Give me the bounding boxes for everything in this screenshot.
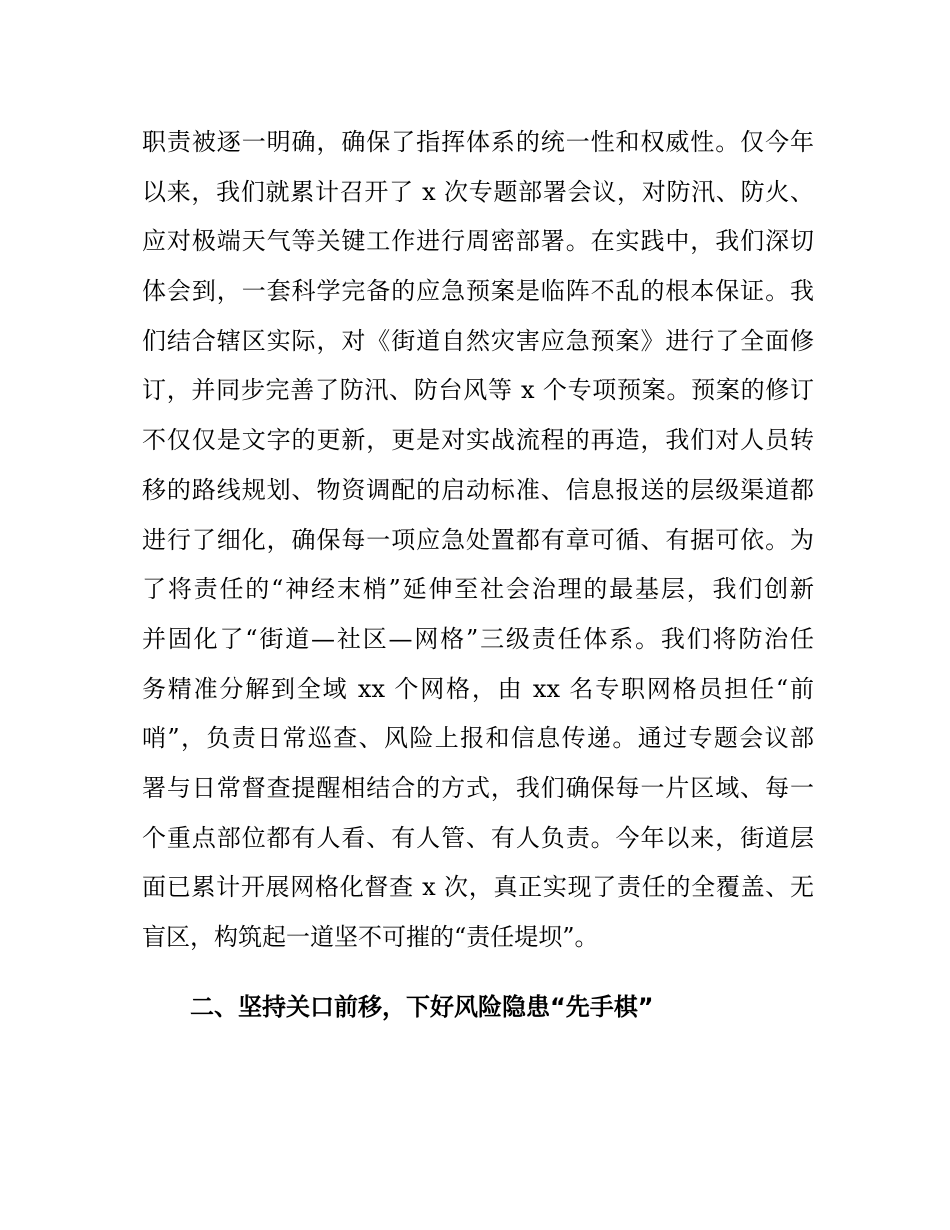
paragraph-line: 不仅仅是文字的更新，更是对实战流程的再造，我们对人员转 xyxy=(142,426,814,455)
section-heading: 二、坚持关口前移，下好风险隐患“先手棋” xyxy=(190,993,654,1021)
body-paragraph xyxy=(142,118,814,963)
paragraph-line: 们结合辖区实际，对《街道自然灾害应急预案》进行了全面修 xyxy=(142,326,814,355)
paragraph-line: 职责被逐一明确，确保了指挥体系的统一性和权威性。仅今年 xyxy=(142,128,814,156)
paragraph-line: 应对极端天气等关键工作进行周密部署。在实践中，我们深切 xyxy=(142,227,814,256)
paragraph-line: 进行了细化，确保每一项应急处置都有章可循、有据可依。为 xyxy=(142,525,814,554)
paragraph-line: 盲区，构筑起一道坚不可摧的“责任堤坝”。 xyxy=(142,923,599,951)
paragraph-line: 订，并同步完善了防汛、防台风等 x 个专项预案。预案的修订 xyxy=(142,376,814,405)
paragraph-line: 以来，我们就累计召开了 x 次专题部署会议，对防汛、防火、 xyxy=(142,177,814,206)
paragraph-line: 移的路线规划、物资调配的启动标准、信息报送的层级渠道都 xyxy=(142,475,814,504)
paragraph-line: 面已累计开展网格化督查 x 次，真正实现了责任的全覆盖、无 xyxy=(142,873,814,902)
paragraph-line: 体会到，一套科学完备的应急预案是临阵不乱的根本保证。我 xyxy=(142,277,814,306)
paragraph-line: 并固化了“街道—社区—网格”三级责任体系。我们将防治任 xyxy=(142,624,814,653)
paragraph-line: 个重点部位都有人看、有人管、有人负责。今年以来，街道层 xyxy=(142,823,814,852)
paragraph-line: 务精准分解到全域 xx 个网格，由 xx 名专职网格员担任“前 xyxy=(142,674,814,703)
paragraph-line: 了将责任的“神经末梢”延伸至社会治理的最基层，我们创新 xyxy=(142,575,814,604)
paragraph-line: 哨”，负责日常巡查、风险上报和信息传递。通过专题会议部 xyxy=(142,724,814,753)
paragraph-line: 署与日常督查提醒相结合的方式，我们确保每一片区域、每一 xyxy=(142,773,814,802)
